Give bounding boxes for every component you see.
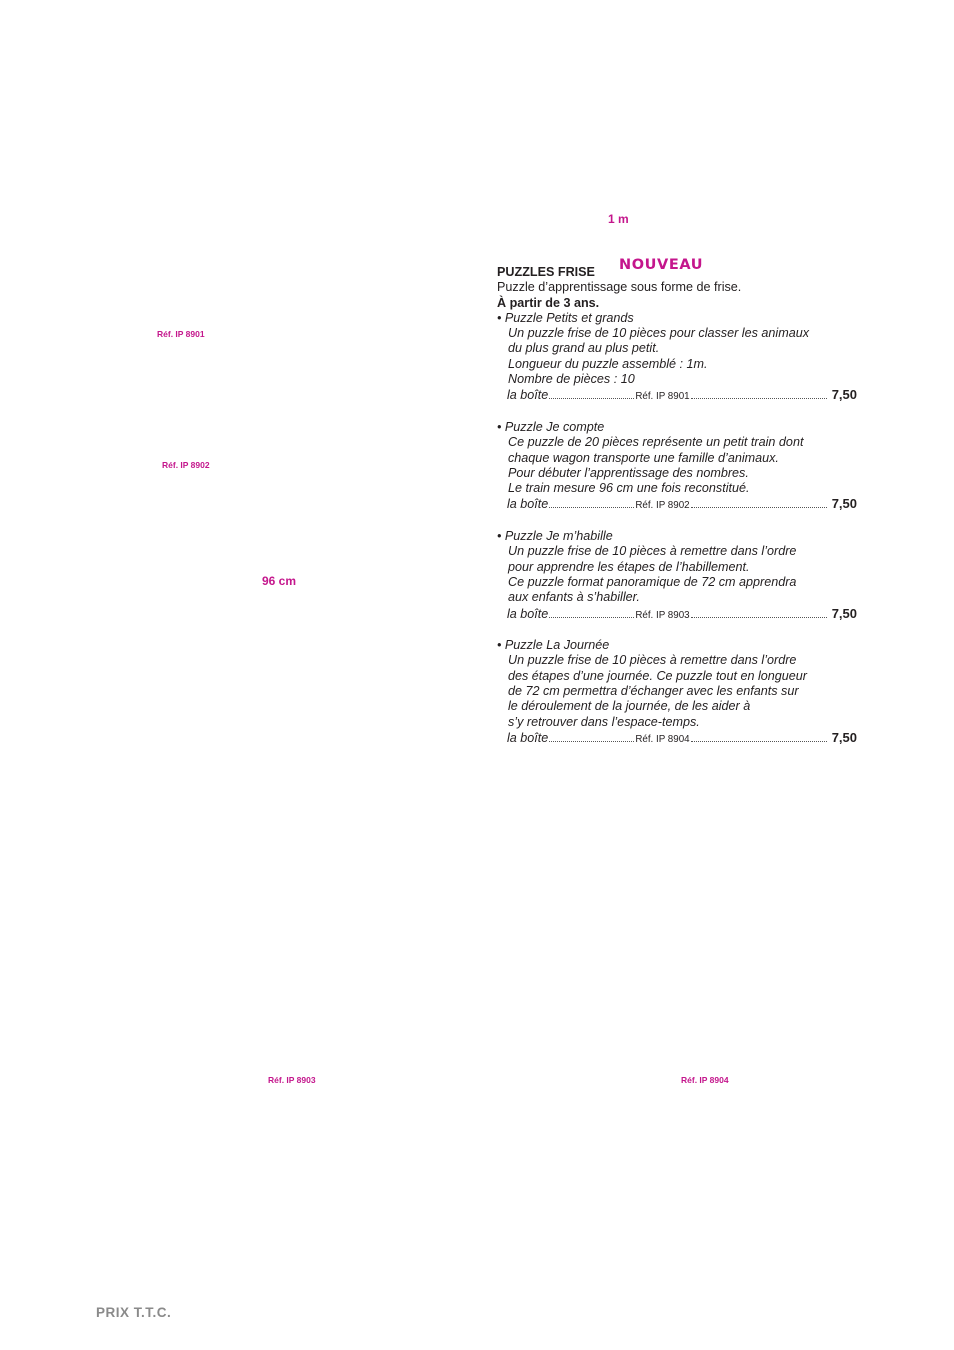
description-line: du plus grand au plus petit.: [508, 341, 660, 356]
unit-label: la boîte: [507, 606, 549, 621]
product-item: [497, 311, 857, 405]
photo-ref-label: Réf. IP 8901: [157, 329, 205, 339]
product-price: 7,50: [831, 387, 857, 403]
description-line: aux enfants à s’habiller.: [508, 590, 640, 605]
new-badge: NOUVEAU: [619, 257, 704, 273]
dot-leader: [549, 741, 634, 742]
product-name: • Puzzle Petits et grands: [497, 310, 634, 325]
product-name: • Puzzle La Journée: [497, 638, 610, 653]
unit-label: la boîte: [507, 497, 549, 512]
description-line: le déroulement de la journée, de les aider à: [508, 699, 751, 714]
dot-leader: [691, 617, 827, 618]
product-description: [497, 435, 857, 496]
product-item: [497, 638, 857, 747]
product-price: 7,50: [831, 496, 857, 512]
description-line: pour apprendre les étapes de l’habillement.: [508, 559, 750, 574]
description-line: chaque wagon transporte une famille d’animaux.: [508, 450, 779, 465]
unit-label: la boîte: [507, 388, 549, 403]
dot-leader: [691, 398, 827, 399]
age-label: À partir de 3 ans.: [497, 295, 600, 310]
photo-ref-label: Réf. IP 8902: [162, 460, 210, 470]
description-line: s’y retrouver dans l’espace-temps.: [508, 714, 700, 729]
description-line: Nombre de pièces : 10: [508, 372, 635, 387]
description-line: Un puzzle frise de 10 pièces pour classer les animaux: [508, 326, 810, 341]
product-item: [497, 529, 857, 623]
product-description: [497, 326, 857, 387]
product-description-column: [497, 265, 857, 747]
product-description: [497, 544, 857, 605]
product-item: [497, 420, 857, 514]
product-ref: Réf. IP 8903: [635, 609, 690, 621]
product-list: [497, 311, 857, 747]
description-line: Un puzzle frise de 10 pièces à remettre dans l’ordre: [508, 544, 797, 559]
section-title: PUZZLES FRISE: [497, 265, 595, 279]
product-ref: Réf. IP 8904: [635, 733, 690, 745]
price-row: [497, 387, 857, 404]
product-name: • Puzzle Je compte: [497, 419, 605, 434]
dot-leader: [549, 617, 634, 618]
product-price: 7,50: [831, 729, 857, 745]
description-line: des étapes d’une journée. Ce puzzle tout en longueur: [508, 668, 807, 683]
footer-price-note: PRIX T.T.C.: [96, 1305, 172, 1320]
unit-label: la boîte: [507, 730, 549, 745]
description-line: Longueur du puzzle assemblé : 1m.: [508, 356, 708, 371]
description-line: Le train mesure 96 cm une fois reconstitué.: [508, 481, 750, 496]
section-subtitle: Puzzle d’apprentissage sous forme de frise.: [497, 280, 742, 295]
description-line: Ce puzzle de 20 pièces représente un petit train dont: [508, 435, 804, 450]
photo-ref-label: Réf. IP 8903: [268, 1075, 316, 1085]
dot-leader: [691, 741, 827, 742]
price-row: [497, 606, 857, 623]
description-line: Pour débuter l’apprentissage des nombres.: [508, 465, 749, 480]
price-row: [497, 730, 857, 747]
dot-leader: [549, 398, 634, 399]
dot-leader: [691, 507, 827, 508]
description-line: Ce puzzle format panoramique de 72 cm apprendra: [508, 574, 797, 589]
description-line: de 72 cm permettra d’échanger avec les enfants sur: [508, 684, 799, 699]
product-description: [497, 653, 857, 729]
product-name: • Puzzle Je m’habille: [497, 529, 613, 544]
product-ref: Réf. IP 8901: [635, 391, 690, 403]
photo-ref-label: Réf. IP 8904: [681, 1075, 729, 1085]
product-price: 7,50: [831, 605, 857, 621]
description-line: Un puzzle frise de 10 pièces à remettre dans l’ordre: [508, 653, 797, 668]
price-row: [497, 496, 857, 513]
dot-leader: [549, 507, 634, 508]
dimension-label-96cm: 96 cm: [262, 574, 297, 588]
dimension-label-1m: 1 m: [608, 212, 629, 226]
product-ref: Réf. IP 8902: [635, 500, 690, 512]
